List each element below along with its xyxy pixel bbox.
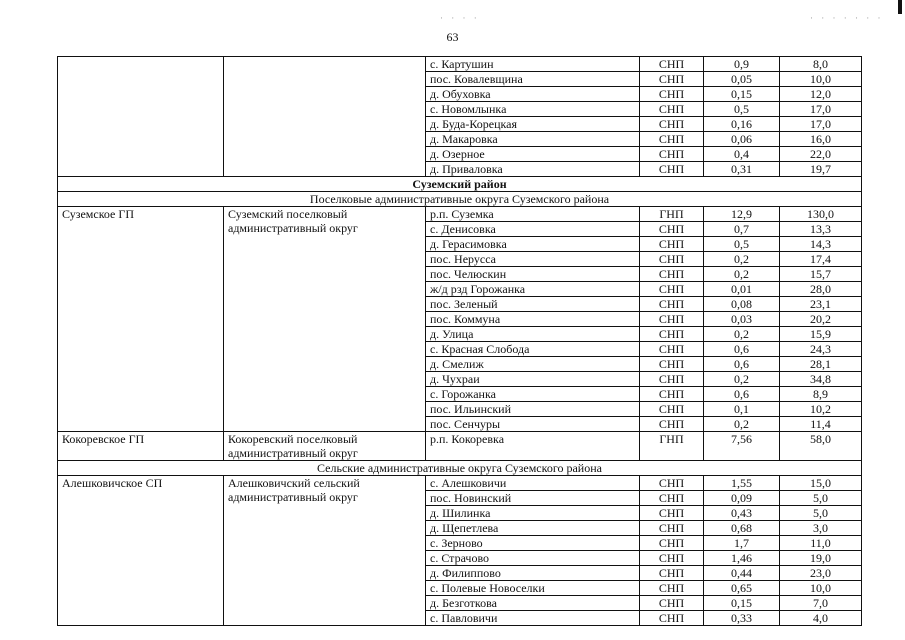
settlement-type-cell: ГНП	[640, 432, 704, 461]
okrug-cell: Суземский поселковый административный округ	[224, 207, 426, 432]
settlement-name-cell: пос. Коммуна	[426, 312, 640, 327]
settlement-type-cell: СНП	[640, 402, 704, 417]
settlement-name-cell: пос. Новинский	[426, 491, 640, 506]
area-cell: 0,2	[704, 267, 780, 282]
area-cell: 0,16	[704, 117, 780, 132]
value-cell: 13,3	[780, 222, 862, 237]
value-cell: 28,0	[780, 282, 862, 297]
settlement-name-cell: пос. Ильинский	[426, 402, 640, 417]
settlement-name-cell: с. Красная Слобода	[426, 342, 640, 357]
area-cell: 0,6	[704, 387, 780, 402]
settlement-type-cell: СНП	[640, 521, 704, 536]
value-cell: 22,0	[780, 147, 862, 162]
area-cell: 0,31	[704, 162, 780, 177]
settlement-type-cell: СНП	[640, 506, 704, 521]
area-cell: 0,5	[704, 102, 780, 117]
settlement-type-cell: СНП	[640, 312, 704, 327]
value-cell: 11,4	[780, 417, 862, 432]
settlement-name-cell: р.п. Суземка	[426, 207, 640, 222]
settlement-type-cell: СНП	[640, 57, 704, 72]
settlement-name-cell: с. Зерново	[426, 536, 640, 551]
scan-dots: · · · · · · ·	[810, 13, 884, 23]
area-cell: 0,06	[704, 132, 780, 147]
area-cell: 0,68	[704, 521, 780, 536]
settlement-name-cell: д. Герасимовка	[426, 237, 640, 252]
settlement-name-cell: с. Страчово	[426, 551, 640, 566]
settlement-name-cell: д. Филиппово	[426, 566, 640, 581]
value-cell: 15,0	[780, 476, 862, 491]
settlement-type-cell: СНП	[640, 147, 704, 162]
settlement-type-cell: СНП	[640, 327, 704, 342]
settlement-type-cell: СНП	[640, 357, 704, 372]
settlement-name-cell: ж/д рзд Горожанка	[426, 282, 640, 297]
settlement-name-cell: с. Полевые Новоселки	[426, 581, 640, 596]
settlement-type-cell: СНП	[640, 342, 704, 357]
settlement-type-cell: СНП	[640, 132, 704, 147]
settlement-name-cell: д. Обуховка	[426, 87, 640, 102]
area-cell: 0,65	[704, 581, 780, 596]
area-cell: 12,9	[704, 207, 780, 222]
area-cell: 0,09	[704, 491, 780, 506]
area-cell: 0,7	[704, 222, 780, 237]
settlements-table-body	[58, 57, 862, 626]
value-cell: 17,0	[780, 117, 862, 132]
value-cell: 15,7	[780, 267, 862, 282]
value-cell: 3,0	[780, 521, 862, 536]
value-cell: 15,9	[780, 327, 862, 342]
settlement-name-cell: д. Безготкова	[426, 596, 640, 611]
area-cell: 1,46	[704, 551, 780, 566]
area-cell: 0,08	[704, 297, 780, 312]
table-row	[58, 461, 862, 476]
table-row	[58, 192, 862, 207]
settlement-type-cell: СНП	[640, 297, 704, 312]
value-cell: 16,0	[780, 132, 862, 147]
settlement-type-cell: СНП	[640, 162, 704, 177]
settlement-type-cell: СНП	[640, 581, 704, 596]
settlement-name-cell: д. Макаровка	[426, 132, 640, 147]
settlement-name-cell: пос. Челюскин	[426, 267, 640, 282]
value-cell: 5,0	[780, 506, 862, 521]
area-cell: 1,55	[704, 476, 780, 491]
value-cell: 10,2	[780, 402, 862, 417]
value-cell: 12,0	[780, 87, 862, 102]
settlement-type-cell: СНП	[640, 566, 704, 581]
area-cell: 0,33	[704, 611, 780, 626]
area-cell: 0,9	[704, 57, 780, 72]
value-cell: 8,0	[780, 57, 862, 72]
settlement-type-cell: СНП	[640, 252, 704, 267]
settlement-type-cell: ГНП	[640, 207, 704, 222]
table-row	[58, 207, 862, 222]
settlement-type-cell: СНП	[640, 417, 704, 432]
municipality-cell: Алешковичское СП	[58, 476, 224, 626]
settlement-name-cell: с. Алешковичи	[426, 476, 640, 491]
settlement-type-cell: СНП	[640, 596, 704, 611]
area-cell: 7,56	[704, 432, 780, 461]
area-cell: 0,2	[704, 372, 780, 387]
table-row	[58, 432, 862, 461]
value-cell: 7,0	[780, 596, 862, 611]
value-cell: 23,1	[780, 297, 862, 312]
municipality-cell: Кокоревское ГП	[58, 432, 224, 461]
settlement-type-cell: СНП	[640, 72, 704, 87]
municipality-cell: Суземское ГП	[58, 207, 224, 432]
area-cell: 0,5	[704, 237, 780, 252]
table-row	[58, 177, 862, 192]
value-cell: 130,0	[780, 207, 862, 222]
settlement-type-cell: СНП	[640, 267, 704, 282]
area-cell: 1,7	[704, 536, 780, 551]
settlement-type-cell: СНП	[640, 117, 704, 132]
settlement-type-cell: СНП	[640, 222, 704, 237]
municipality-cell	[58, 57, 224, 177]
settlement-type-cell: СНП	[640, 476, 704, 491]
settlement-type-cell: СНП	[640, 87, 704, 102]
area-cell: 0,6	[704, 357, 780, 372]
section-heading: Поселковые административные округа Суземского района	[58, 192, 862, 207]
scan-corner-mark	[898, 0, 902, 14]
area-cell: 0,1	[704, 402, 780, 417]
table-row	[58, 57, 862, 72]
area-cell: 0,2	[704, 327, 780, 342]
value-cell: 34,8	[780, 372, 862, 387]
table-row	[58, 476, 862, 491]
settlement-name-cell: д. Чухраи	[426, 372, 640, 387]
area-cell: 0,2	[704, 252, 780, 267]
settlements-table	[57, 56, 862, 626]
settlement-name-cell: с. Картушин	[426, 57, 640, 72]
settlement-type-cell: СНП	[640, 387, 704, 402]
okrug-cell: Кокоревский поселковый административный округ	[224, 432, 426, 461]
area-cell: 0,2	[704, 417, 780, 432]
settlement-name-cell: пос. Сенчуры	[426, 417, 640, 432]
value-cell: 28,1	[780, 357, 862, 372]
settlement-name-cell: р.п. Кокоревка	[426, 432, 640, 461]
settlement-type-cell: СНП	[640, 372, 704, 387]
value-cell: 24,3	[780, 342, 862, 357]
settlement-type-cell: СНП	[640, 551, 704, 566]
value-cell: 8,9	[780, 387, 862, 402]
settlement-name-cell: пос. Нерусса	[426, 252, 640, 267]
settlement-name-cell: с. Новомлынка	[426, 102, 640, 117]
value-cell: 17,0	[780, 102, 862, 117]
value-cell: 4,0	[780, 611, 862, 626]
scan-dots: · · · ·	[440, 13, 480, 23]
section-heading: Сельские административные округа Суземского района	[58, 461, 862, 476]
value-cell: 19,7	[780, 162, 862, 177]
area-cell: 0,15	[704, 596, 780, 611]
settlement-name-cell: д. Буда-Корецкая	[426, 117, 640, 132]
value-cell: 11,0	[780, 536, 862, 551]
value-cell: 5,0	[780, 491, 862, 506]
settlement-type-cell: СНП	[640, 237, 704, 252]
value-cell: 10,0	[780, 72, 862, 87]
settlement-name-cell: с. Денисовка	[426, 222, 640, 237]
settlement-name-cell: д. Озерное	[426, 147, 640, 162]
settlement-type-cell: СНП	[640, 102, 704, 117]
settlement-name-cell: д. Смелиж	[426, 357, 640, 372]
settlement-name-cell: пос. Ковалевщина	[426, 72, 640, 87]
settlement-name-cell: д. Улица	[426, 327, 640, 342]
value-cell: 23,0	[780, 566, 862, 581]
value-cell: 20,2	[780, 312, 862, 327]
settlement-name-cell: пос. Зеленый	[426, 297, 640, 312]
district-title: Суземский район	[58, 177, 862, 192]
settlement-type-cell: СНП	[640, 611, 704, 626]
okrug-cell: Алешковичский сельский административный округ	[224, 476, 426, 626]
settlement-type-cell: СНП	[640, 536, 704, 551]
area-cell: 0,4	[704, 147, 780, 162]
value-cell: 17,4	[780, 252, 862, 267]
area-cell: 0,15	[704, 87, 780, 102]
settlement-type-cell: СНП	[640, 282, 704, 297]
value-cell: 58,0	[780, 432, 862, 461]
value-cell: 14,3	[780, 237, 862, 252]
area-cell: 0,01	[704, 282, 780, 297]
settlement-name-cell: д. Щепетлева	[426, 521, 640, 536]
okrug-cell	[224, 57, 426, 177]
settlement-name-cell: с. Горожанка	[426, 387, 640, 402]
settlement-name-cell: д. Приваловка	[426, 162, 640, 177]
area-cell: 0,44	[704, 566, 780, 581]
value-cell: 10,0	[780, 581, 862, 596]
area-cell: 0,03	[704, 312, 780, 327]
settlement-name-cell: д. Шилинка	[426, 506, 640, 521]
area-cell: 0,43	[704, 506, 780, 521]
settlement-type-cell: СНП	[640, 491, 704, 506]
area-cell: 0,6	[704, 342, 780, 357]
area-cell: 0,05	[704, 72, 780, 87]
settlement-name-cell: с. Павловичи	[426, 611, 640, 626]
value-cell: 19,0	[780, 551, 862, 566]
page-number: 63	[446, 30, 459, 44]
